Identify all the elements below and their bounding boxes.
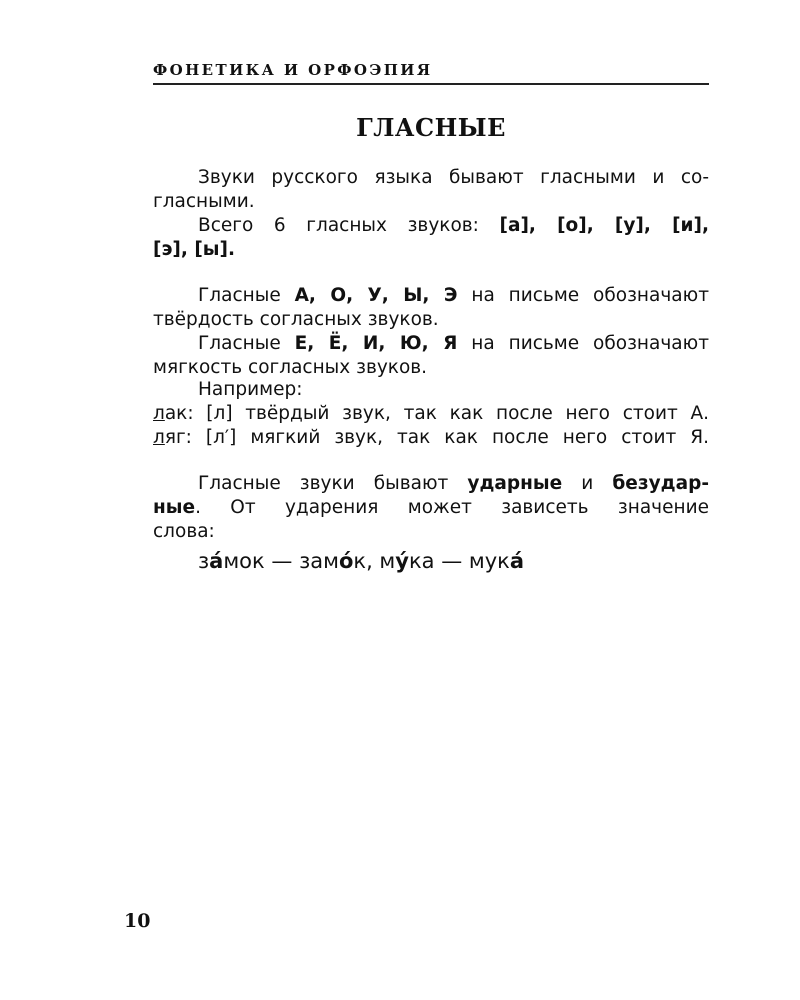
paragraph-3-line-2: твёрдость согласных звуков. [153,309,439,330]
example-soft [153,426,709,450]
stressed-vowel: а́ [209,549,224,573]
paragraph-2-line-1 [153,214,709,238]
soft-vowel-letters: Е, Ё, И, Ю, Я [294,333,458,354]
page-number: 10 [124,910,151,932]
hard-vowels-lead: Гласные [198,285,281,306]
example-hard-text: ак: [л] твёрдый звук, так как после него стоит А. [164,403,709,424]
paragraph-3-line-1 [153,284,709,308]
paragraph-4-line-1 [153,332,709,356]
stressed-term: ударные [467,473,563,494]
paragraph-4-line-2: мягкость согласных звуков. [153,357,428,378]
hard-vowels-rest: на письме обозначают [471,285,709,306]
vowel-sounds-list-end: [э], [ы]. [153,239,236,260]
unstressed-term: безудар- [612,473,710,494]
stress-and: и [581,473,594,494]
page-title: ГЛАСНЫЕ [356,113,506,142]
paragraph-1-line-2: гласными. [153,191,255,212]
stressed-vowel: у́ [395,549,409,573]
stress-text: ка — мук [408,549,510,573]
stress-text: мок — зам [223,549,339,573]
example-soft-letter: л [153,427,165,448]
unstressed-term-end: ные [153,497,196,518]
soft-vowels-lead: Гласные [198,333,281,354]
soft-vowels-rest: на письме обозначают [471,333,709,354]
stressed-vowel: а́ [509,549,525,573]
paragraph-5-line-2-text: . От ударения может зависеть значение [195,497,709,518]
paragraph-5-line-3: слова: [153,521,215,542]
paragraph-5-line-1 [153,472,709,496]
running-header: ФОНЕТИКА И ОРФОЭПИЯ [153,61,433,79]
vowel-count-intro: Всего 6 гласных звуков: [198,215,479,236]
paragraph-5-line-2 [153,496,709,520]
example-label: Например: [198,379,303,400]
stressed-vowel: о́ [338,549,354,573]
example-hard-letter: л [153,403,165,424]
example-hard [153,402,709,426]
hard-vowel-letters: А, О, У, Ы, Э [294,285,458,306]
paragraph-1-line-1: Звуки русского языка бывают гласными и со- [198,167,709,188]
example-soft-text: яг: [л′] мягкий звук, так как после него стоит Я. [164,427,709,448]
stress-text: з [198,549,210,573]
stress-lead: Гласные звуки бывают [198,473,449,494]
header-rule [153,83,709,85]
stress-examples [198,547,524,575]
paragraph-2-line-2 [153,238,709,262]
vowel-sounds-list: [а], [о], [у], [и], [499,215,709,236]
stress-text: к, м [353,549,396,573]
